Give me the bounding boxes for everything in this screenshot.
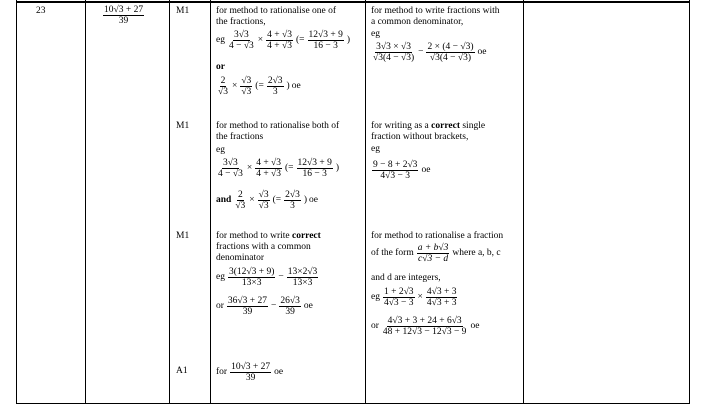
m1b-eg: eg (216, 145, 225, 155)
g1c-text-1: for method to rationalise a fraction (371, 231, 504, 241)
m1b-example-2: and $\frac{2}{√3}$ × $\frac{√3}{√3}$ (= $\frac{2√3}{3}$ ) oe (216, 190, 319, 211)
m1c-text-3: denominator (216, 253, 265, 263)
m1b-text-1: for method to rationalise both of (216, 121, 340, 131)
g1b-eg: eg (371, 144, 380, 154)
mark-m1-second: M1 (176, 121, 190, 131)
m1a-example-2: $\frac{2}{√3}$ × $\frac{√3}{√3}$ (= $\frac{2√3}{3}$ ) oe (218, 76, 301, 97)
a1-answer: for $\frac{10√3 + 27}{39}$ oe (216, 362, 284, 383)
g1c-text-2: of the form $\frac{a + b√3}{c√3 - d}$ where a, b, c (371, 243, 501, 264)
question-number: 23 (36, 6, 46, 16)
grid-line (689, 0, 690, 404)
grid-line (85, 0, 86, 404)
grid-line (16, 0, 17, 404)
m1b-text-2: the fractions (216, 132, 264, 142)
mark-m1-third: M1 (176, 231, 190, 241)
m1b-example-1: $\frac{3√3}{4 - √3}$ × $\frac{4 + √3}{4 + √3}$ (= $\frac{12√3 + 9}{16 - 3}$ ) (218, 158, 340, 179)
header-border (16, 1, 690, 3)
m1c-example-2: or $\frac{36√3 + 27}{39}$ − $\frac{26√3}{39}$ oe (216, 296, 313, 317)
g1b-text-1: for writing as a correct single (371, 121, 486, 131)
m1c-text-1: for method to write correct (216, 231, 321, 241)
g1c-text-4: and d are integers, (371, 273, 441, 283)
m1c-example-1: eg $\frac{3(12√3 + 9)}{13\times 3}$ − $\frac{13\times 2√3}{13\times 3}$ (216, 267, 318, 288)
m1a-or: or (216, 62, 225, 72)
g1c-example-2: or $\frac{4√3 + 3 + 24 + 6√3}{48 + 12√3 - 12√3 - 9}$ oe (371, 316, 480, 337)
m1c-text-2: fractions with a common (216, 242, 311, 252)
g1a-text-1: for method to write fractions with (371, 6, 500, 16)
g1b-example: $\frac{9 - 8 + 2√3}{4√3 - 3}$ oe (373, 160, 431, 181)
g1c-example-1: eg $\frac{1 + 2√3}{4√3 - 3}$ × $\frac{4√3 + 3}{4√3 + 3}$ (371, 287, 457, 308)
m1a-text-2: the fractions, (216, 17, 266, 27)
g1a-example: $\frac{3√3 \times √3}{√3(4 - √3)}$ − $\frac{2 \times (4 - √3)}{√3(4 - √3)}$ oe (373, 42, 487, 63)
grid-line (169, 0, 170, 404)
grid-line (210, 0, 211, 404)
m1a-example-1: eg $\frac{3√3}{4 - √3}$ × $\frac{4 + √3}{4 + √3}$ (= $\frac{12√3 + 9}{16 - 3}$ ) (216, 30, 351, 51)
grid-line (365, 0, 366, 404)
g1a-text-2: a common denominator, (371, 17, 464, 27)
g1b-text-2: fraction without brackets, (371, 132, 469, 142)
table-bottom-border (16, 403, 690, 404)
g1a-eg: eg (371, 29, 380, 39)
mark-m1-first: M1 (176, 6, 190, 16)
mark-a1: A1 (176, 366, 188, 376)
answer-fraction: $\frac{10√3 + 27}{39}$ (104, 5, 144, 26)
m1a-text-1: for method to rationalise one of (216, 6, 337, 16)
grid-line (523, 0, 524, 404)
